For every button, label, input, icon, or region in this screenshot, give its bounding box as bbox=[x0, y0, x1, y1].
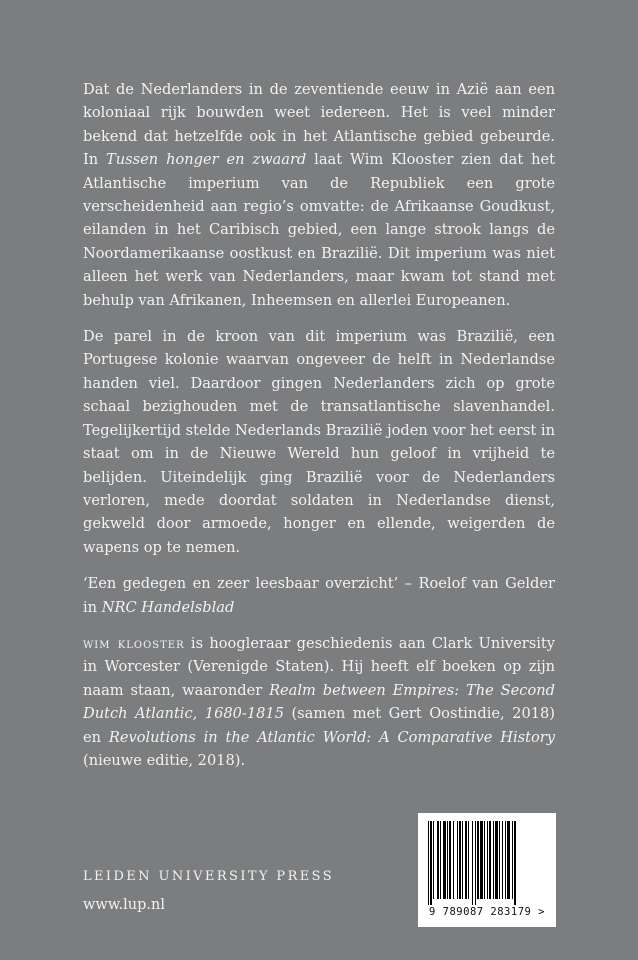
blurb-paragraph-2: De parel in de kroon van dit imperium was Brazilië, een Portugese kolonie waarvan ongeveer de helft in Nederlandse handen viel. Daardoor gingen Nederlanders zich op grote schaal bezighouden met de transatlantische slavenhandel. Tegelijkertijd stelde Nederlands Brazilië joden voor het eerst in staat om in de Nieuwe Wereld hun geloof in vrijheid te belijden. Uiteindelijk ging Brazilië voor de Nederlanders verloren, mede doordat soldaten in Nederlandse dienst, gekweld door armoede, honger en ellende, weigerden de wapens op te nemen. bbox=[83, 328, 555, 556]
bio-text: is hoogleraar geschiedenis aan Clark University in Worcester (Verenigde Staten). Hij heeft elf boeken op zijn naam staan, waaronder bbox=[83, 634, 556, 699]
blurb-text: Dat de Nederlanders in de zeventiende eeuw in Azië aan een koloniaal rijk bouwden weet iedereen. Het is veel minder bekend dat hetzelfde ook in het Atlantische gebied gebeurde. In bbox=[83, 81, 555, 169]
quote-source: NRC Handelsblad bbox=[101, 598, 235, 616]
barcode-bars bbox=[418, 813, 556, 909]
blurb-paragraph-1 bbox=[83, 78, 555, 312]
book-title: Tussen honger en zwaard bbox=[106, 151, 307, 169]
bio-book-title: Realm between Empires: The Second Dutch Atlantic, 1680-1815 bbox=[83, 681, 555, 723]
isbn-barcode bbox=[418, 813, 556, 927]
blurb-text: laat Wim Klooster zien dat het Atlantische imperium van de Republiek een grote verscheidenheid aan regio’s omvatte: de Afrikaanse Goudkust, eilanden in het Caribisch gebied, een lange strook langs de Noordamerikaanse oostkust en Brazilië. Dit imperium was niet alleen het werk van Nederlanders, maar kwam tot stand met behulp van Afrikanen, Inheemsen en allerlei Europeanen. bbox=[83, 151, 555, 309]
bio-text: (samen met Gert Oostindie, 2018) en bbox=[83, 705, 555, 746]
author-bio bbox=[83, 632, 555, 772]
isbn-number: 9 789087 283179 > bbox=[429, 906, 545, 918]
bio-text: (nieuwe editie, 2018). bbox=[83, 751, 246, 769]
quote-text: ‘Een gedegen en zeer leesbaar overzicht’ – Roelof van Gelder in bbox=[83, 575, 555, 616]
publisher-name: LEIDEN UNIVERSITY PRESS bbox=[83, 869, 335, 884]
review-quote bbox=[83, 572, 555, 619]
author-name: wim klooster bbox=[83, 634, 185, 652]
back-cover-text bbox=[83, 78, 555, 785]
bio-book-title: Revolutions in the Atlantic World: A Comparative History bbox=[108, 728, 555, 746]
publisher-website: www.lup.nl bbox=[83, 897, 165, 913]
